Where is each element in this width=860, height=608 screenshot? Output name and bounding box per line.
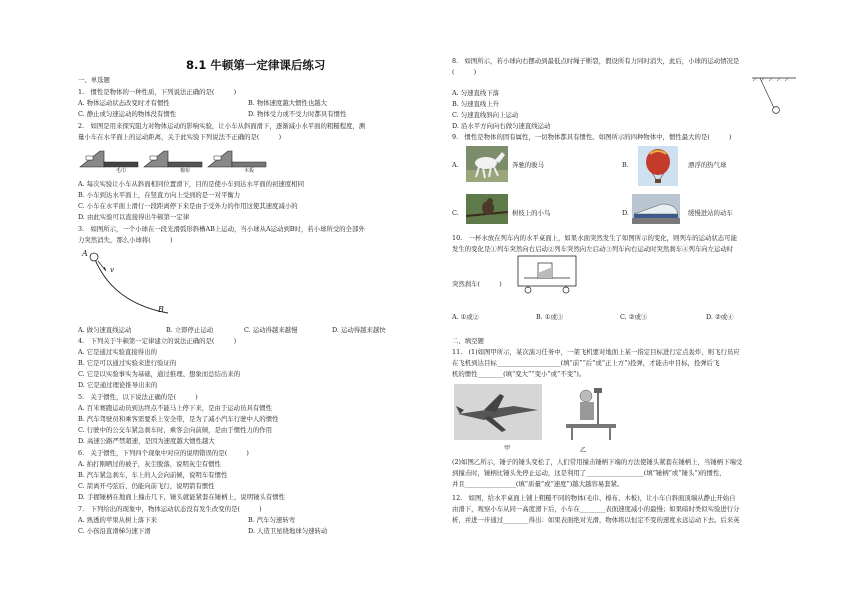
q8-option-d: D. 沿水平方向向右做匀速直线运动 [452, 122, 551, 130]
q2-option-b: B. 小车到达水平面上，在竖直方向上受到的是一对平衡力 [78, 191, 241, 199]
hammer-photo [562, 384, 620, 442]
q1-stem: 1. 惯性是物体的一种性质，下列说法正确的是( ) [78, 88, 237, 96]
q6-option-d: D. 手握锤柄在地面上撞击几下，锤头就能紧套在锤柄上，说明锤头有惯性 [78, 493, 286, 501]
q9-letter-d: D. [622, 209, 629, 217]
q10-option-b: B. ①或③ [536, 313, 564, 321]
q9-option-c-label: 树枝上的小鸟 [512, 209, 551, 217]
q9-stem: 9. 惯性是物体的固有属性，一切物体都具有惯性。如图所示的四种物体中，惯性最大的是( ) [452, 133, 732, 141]
label-point-a: A [82, 249, 88, 258]
q7-stem: 7. 下列给出的现象中，物体运动状态没有发生改变的是( ) [78, 505, 262, 513]
surface-label-cotton: 棉布 [180, 168, 191, 174]
q1-option-a: A. 物体运动状态改变时才有惯性 [78, 99, 170, 107]
q10-stem-line3: 突然刹车( ) [452, 280, 502, 288]
q9-letter-b: B. [622, 161, 629, 169]
label-velocity: v [110, 266, 114, 274]
q3-stem-line1: 3. 如图所示，一个小球在一段光滑弧形斜槽AB上运动，当小球从A运动到B时，若小球所受的全部外 [78, 225, 365, 233]
q4-option-a: A. 它是通过实验直接得出的 [78, 348, 157, 356]
q7-option-c: C. 小孩沿直滑梯匀速下滑 [78, 527, 151, 535]
q10-option-d: D. ②或④ [706, 313, 734, 321]
bird-on-branch-image [466, 194, 508, 224]
q6-option-a: A. 拍打刚晒过的被子，灰尘脱落，说明灰尘有惯性 [78, 460, 221, 468]
q6-option-c: C. 箭离开弓弦后，仍能向前飞行，说明箭有惯性 [78, 482, 215, 490]
bullet-train-image [632, 194, 680, 224]
q5-stem: 5. 关于惯性，以下说法正确的是( ) [78, 393, 198, 401]
ramp-wood [208, 151, 266, 167]
q10-stem-line2: 发生的变化是①列车突然向右启动②列车突然向左启动③列车向右运动时突然刹车④列车向左运动时 [452, 245, 734, 253]
ramp-cotton [144, 151, 202, 167]
jet-photo [454, 384, 542, 440]
q8-option-c: C. 匀速直线斜向上运动 [452, 111, 519, 119]
q9-option-a-label: 奔驰的骏马 [512, 161, 544, 169]
q10-stem-line1: 10. 一杯水放在列车内的水平桌面上，如果水面突然发生了如图所示的变化，则列车的运动状态可能 [452, 234, 737, 242]
q11-line1: 11. (1)如图甲所示，某次演习任务中，一架飞机要对地面上某一指定目标进行定点轰炸，则飞行员应 [452, 348, 740, 356]
q11-line4: (2)如图乙所示，锤子的锤头变松了，人们常用撞击锤柄下端的方法使锤头紧套在锤柄上，当锤柄下端受 [452, 458, 743, 466]
q6-option-b: B. 汽车紧急刹车，车上的人会向前倾，说明车有惯性 [78, 471, 228, 479]
q3-option-b: B. 立即停止运动 [166, 326, 214, 334]
q12-line1: 12. 如图，给水平桌面上铺上粗糙不同的物体(毛巾、棉布、木板)，让小车自斜面顶端从静止开始自 [452, 494, 736, 502]
ramp-towel [80, 151, 138, 167]
q10-option-a: A. ①或② [452, 313, 480, 321]
caption-jia: 甲 [504, 445, 511, 452]
section-single-choice: 一、单选题 [78, 76, 110, 84]
section-fill-in: 二、填空题 [452, 337, 484, 345]
q5-option-c: C. 行驶中的公交车紧急刹车时，乘客会向前倾，是由于惯性力的作用 [78, 426, 273, 434]
q11-line3: 机的惯性________(填“变大”“变小”或“不变”)。 [452, 370, 586, 378]
q12-line3: 析，并进一步通过________得出：如果表面绝对光滑，物体将以恒定不变的速度永远运动下去。后来英 [452, 516, 740, 524]
q7-option-d: D. 人造卫星绕地球匀速转动 [248, 527, 328, 535]
q1-option-b: B. 物体速度越大惯性也越大 [248, 99, 328, 107]
q4-stem: 4. 下列关于牛顿第一定律建立的说法正确的是( ) [78, 337, 237, 345]
right-column [452, 0, 798, 608]
q7-option-a: A. 熟透的苹果从树上落下来 [78, 516, 157, 524]
q4-option-b: B. 它是可以通过实验来进行验证的 [78, 359, 177, 367]
q2-stem-line2: 量小车在水平面上的运动距离，关于此实验下列说法不正确的是( ) [78, 133, 282, 141]
surface-label-wood: 木板 [244, 168, 255, 174]
caption-yi: 乙 [580, 447, 587, 454]
q9-letter-c: C. [452, 209, 459, 217]
left-column [78, 0, 428, 608]
q7-option-b: B. 汽车匀速转弯 [248, 516, 296, 524]
q10-option-c: C. ②或③ [620, 313, 648, 321]
q11-line2: 在飞机到达目标____________________(填“前”“后”或“正上方”)投弹，才能击中目标，投弹后飞 [452, 359, 720, 367]
q5-option-d: D. 高速公路严禁超速，是因为速度越大惯性越大 [78, 437, 215, 445]
q11-line5: 到撞击时，锤柄比锤头先停止运动，这是利用了__________________(填“锤柄”或“锤头”)的惯性， [452, 469, 726, 477]
hot-air-balloon-image [638, 146, 678, 186]
page-title: 8.1 牛顿第一定律课后练习 [186, 58, 326, 72]
pendulum-figure [748, 76, 798, 116]
q8-option-a: A. 匀速直线下落 [452, 89, 500, 97]
q3-option-c: C. 运动得越来越慢 [244, 326, 298, 334]
q8-stem-line2: ( ) [452, 68, 477, 76]
q8-option-b: B. 匀速直线上升 [452, 100, 500, 108]
q3-option-d: D. 运动得越来越快 [332, 326, 386, 334]
label-point-b: B [158, 305, 164, 314]
q4-option-d: D. 它是通过理论推导出来的 [78, 381, 158, 389]
q6-stem: 6. 关于惯性，下列四个现象中对应的说明错误的是( ) [78, 449, 249, 457]
q8-stem-line1: 8. 如图所示，若小球向右摆动到最低点时绳子断裂，假设所有力同时消失，此后，小球的运动情况是 [452, 57, 740, 65]
q5-option-b: B. 汽车驾驶员和乘客需要系上安全带，是为了减小汽车行驶中人的惯性 [78, 415, 279, 423]
q4-option-c: C. 它是以实验事实为基础，通过推理、想象而总结出来的 [78, 370, 241, 378]
q11-line6: 并且________________(填“质量”或“速度”)越大越容易套紧。 [452, 480, 624, 488]
q2-option-c: C. 小车在水平面上滑行一段距离停下来是由于受外力的作用这使其速度减小的 [78, 202, 298, 210]
q9-letter-a: A. [452, 161, 459, 169]
ramp-experiment-figure [78, 147, 268, 173]
q3-option-a: A. 做匀速直线运动 [78, 326, 132, 334]
q9-option-d-label: 缓慢进站的动车 [688, 209, 733, 217]
surface-label-towel: 毛巾 [116, 168, 127, 174]
horse-image [466, 146, 508, 182]
q2-option-d: D. 由此实验可以直接得出牛顿第一定律 [78, 213, 190, 221]
q1-option-d: D. 物体受力或不受力时都具有惯性 [248, 110, 347, 118]
q2-stem-line1: 2. 如图是用来探究阻力对物体运动的影响实验，让小车从斜面滑下，逐渐减小水平面的粗糙程度，测 [78, 122, 366, 130]
water-cup-train-figure [516, 254, 578, 294]
q5-option-a: A. 百米赛跑运动员到达终点不能马上停下来，是由于运动员具有惯性 [78, 404, 273, 412]
q3-stem-line2: 力突然消失，那么小球将( ) [78, 236, 173, 244]
q1-option-c: C. 静止或匀速运动的物体没有惯性 [78, 110, 177, 118]
q9-option-b-label: 漂浮的热气球 [688, 161, 727, 169]
q12-line2: 由滑下，观察小车从同一高度滑下后，小车在________表面速度减小的最慢；如果暗时类似实验进行分 [452, 505, 740, 513]
q2-option-a: A. 每次实验让小车从斜面相同位置滑下，目的是使小车到达水平面的初速度相同 [78, 180, 304, 188]
